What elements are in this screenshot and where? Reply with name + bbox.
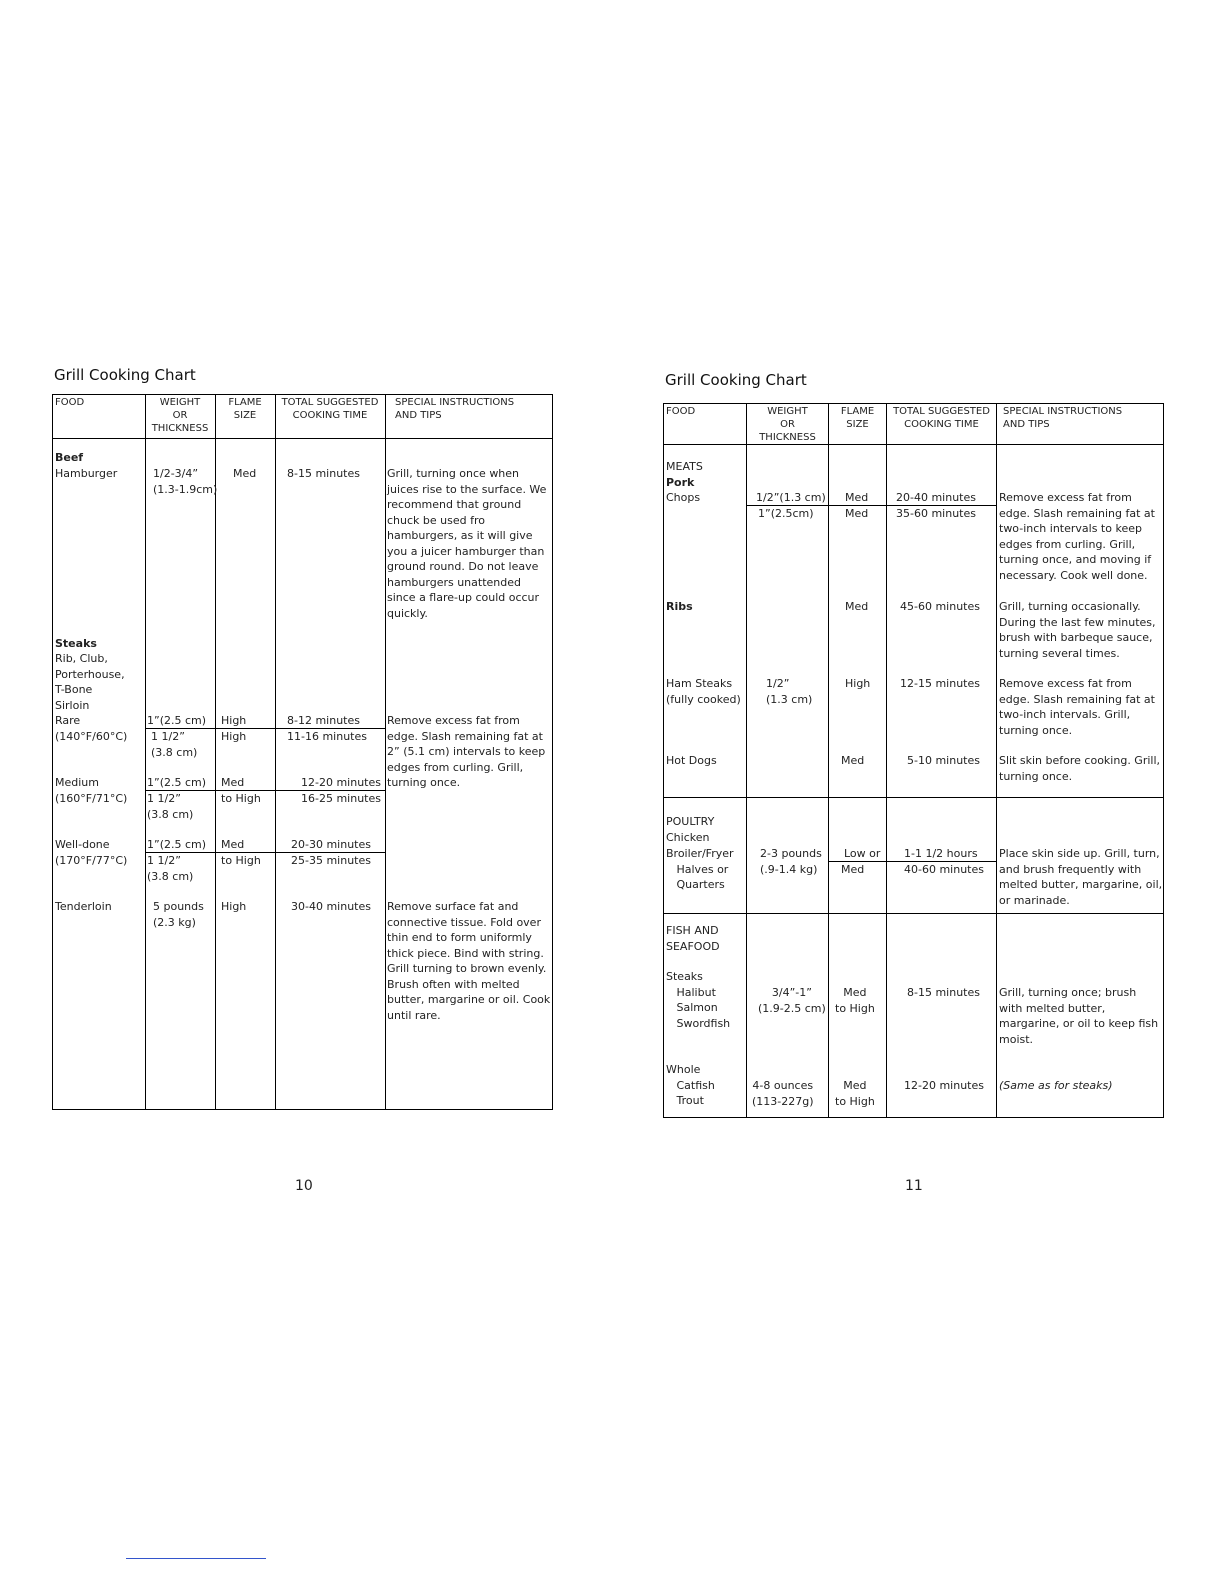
flame-rare-1: High — [221, 714, 247, 727]
food-whole-fish: Whole Catfish Trout — [666, 1063, 715, 1107]
tips-hamburger: Grill, turning once when juices rise to the surface. We recommend that ground chuck be used fro hamburgers, as it will give you a juicer hamburger than ground round. Do not leave hamburgers unattended since a flare-up could occur quickly. — [387, 467, 547, 620]
tips-broiler-fryer: Place skin side up. Grill, turn, and brush frequently with melted butter, margarine, oil, or marinade. — [999, 847, 1163, 907]
tips-ribs: Grill, turning occasionally. During the last few minutes, brush with barbeque sauce, turning several times. — [999, 600, 1156, 660]
time-medium-2: 16-25 minutes — [301, 792, 381, 805]
time-rare-2: 11-16 minutes — [287, 730, 367, 743]
scan-mark-line — [126, 1558, 266, 1559]
weight-medium-2: 1 1/2” (3.8 cm) — [147, 792, 194, 821]
section-heading-poultry: POULTRY — [666, 815, 715, 828]
tips-fish-steaks: Grill, turning once; brush with melted butter, margarine, or oil to keep fish moist. — [999, 986, 1159, 1046]
section-divider — [664, 797, 1163, 798]
header-divider — [664, 444, 1163, 445]
food-chops: Chops — [666, 491, 701, 504]
weight-rare-1: 1”(2.5 cm) — [147, 714, 207, 727]
time-broiler-fryer-2: 40-60 minutes — [904, 863, 984, 876]
food-hamburger: Hamburger — [55, 467, 118, 480]
header-weight: WEIGHT OR THICKNESS — [151, 397, 209, 434]
time-chops-1: 20-40 minutes — [896, 491, 976, 504]
column-divider — [215, 395, 216, 1109]
flame-broiler-fryer-1: Low or — [844, 847, 881, 860]
weight-hamburger: 1/2-3/4” (1.3-1.9cm) — [153, 467, 218, 496]
flame-rare-2: High — [221, 730, 247, 743]
time-ribs: 45-60 minutes — [900, 600, 980, 613]
weight-tenderloin: 5 pounds (2.3 kg) — [153, 900, 204, 929]
food-ribs: Ribs — [666, 600, 693, 613]
flame-fish-steaks: Med to High — [835, 986, 875, 1015]
food-tenderloin: Tenderloin — [55, 900, 112, 913]
flame-medium-2: to High — [221, 792, 261, 805]
doneness-medium: Medium (160°F/71°C) — [55, 776, 128, 805]
header-flame: FLAME SIZE — [840, 406, 875, 430]
flame-welldone-2: to High — [221, 854, 261, 867]
doneness-rare: Rare (140°F/60°C) — [55, 714, 128, 743]
page-number-left: 10 — [295, 1178, 313, 1194]
time-medium-1: 12-20 minutes — [301, 776, 381, 789]
column-divider — [385, 395, 386, 1109]
time-broiler-fryer-1: 1-1 1/2 hours — [904, 847, 978, 860]
flame-medium-1: Med — [221, 776, 245, 789]
subheading-chicken: Chicken — [666, 831, 710, 844]
section-heading-fish-seafood: FISH AND SEAFOOD — [666, 924, 720, 953]
subheading-steaks: Steaks — [55, 637, 97, 650]
flame-ribs: Med — [845, 600, 869, 613]
header-flame: FLAME SIZE — [228, 397, 262, 421]
doneness-well-done: Well-done (170°F/77°C) — [55, 838, 128, 867]
section-heading-meats: MEATS — [666, 460, 703, 473]
tips-tenderloin: Remove surface fat and connective tissue. Fold over thin end to form uniformly thick piece. Bind with string. Grill turning to brown evenly. Brush often with melted butter, margarine or oil. Cook until rare. — [387, 900, 551, 1022]
food-ham-steaks: Ham Steaks (fully cooked) — [666, 677, 741, 706]
time-welldone-1: 20-30 minutes — [291, 838, 371, 851]
weight-chops-1: 1/2”(1.3 cm) — [756, 491, 826, 504]
header-time: TOTAL SUGGESTED COOKING TIME — [281, 397, 379, 421]
header-divider — [53, 438, 552, 439]
header-tips: SPECIAL INSTRUCTIONS AND TIPS — [395, 397, 515, 421]
weight-rare-2: 1 1/2” (3.8 cm) — [151, 730, 198, 759]
header-food: FOOD — [666, 406, 696, 417]
weight-chops-2: 1”(2.5cm) — [758, 507, 814, 520]
section-heading-beef: Beef — [55, 451, 84, 464]
flame-welldone-1: Med — [221, 838, 245, 851]
tips-ham-steaks: Remove excess fat from edge. Slash remaining fat at two-inch intervals. Grill, turning once. — [999, 677, 1155, 737]
flame-hamburger: Med — [233, 467, 257, 480]
food-fish-steaks: Steaks Halibut Salmon Swordfish — [666, 970, 731, 1030]
food-hot-dogs: Hot Dogs — [666, 754, 717, 767]
subheading-pork: Pork — [666, 476, 695, 489]
food-broiler-fryer: Broiler/Fryer Halves or Quarters — [666, 847, 734, 891]
flame-chops-2: Med — [845, 507, 869, 520]
flame-broiler-fryer-2: Med — [841, 863, 865, 876]
flame-ham-steaks: High — [845, 677, 871, 690]
page-title-left: Grill Cooking Chart — [54, 366, 196, 384]
section-divider — [664, 913, 1163, 914]
header-time: TOTAL SUGGESTED COOKING TIME — [893, 406, 990, 430]
weight-fish-steaks: 3/4”-1” (1.9-2.5 cm) — [758, 986, 826, 1015]
column-divider — [996, 404, 997, 1117]
steak-cuts: Rib, Club, Porterhouse, T-Bone Sirloin — [55, 652, 125, 712]
column-divider — [886, 404, 887, 1117]
grill-chart-left — [52, 394, 553, 1110]
tips-hot-dogs: Slit skin before cooking. Grill, turning once. — [999, 754, 1161, 783]
tips-chops: Remove excess fat from edge. Slash remaining fat at two-inch intervals to keep edges from curling. Grill, turning once, and moving if necessary. Cook well done. — [999, 491, 1155, 582]
weight-whole-fish: 4-8 ounces (113-227g) — [752, 1079, 814, 1108]
weight-broiler-fryer: 2-3 pounds (.9-1.4 kg) — [760, 847, 822, 876]
weight-medium-1: 1”(2.5 cm) — [147, 776, 207, 789]
column-divider — [145, 395, 146, 1109]
column-divider — [746, 404, 747, 1117]
tips-whole-fish: (Same as for steaks) — [999, 1079, 1113, 1092]
flame-whole-fish: Med to High — [835, 1079, 875, 1108]
header-weight: WEIGHT OR THICKNESS — [759, 406, 816, 443]
time-rare-1: 8-12 minutes — [287, 714, 360, 727]
time-tenderloin: 30-40 minutes — [291, 900, 371, 913]
flame-hot-dogs: Med — [841, 754, 865, 767]
column-divider — [275, 395, 276, 1109]
time-whole-fish: 12-20 minutes — [904, 1079, 984, 1092]
header-tips: SPECIAL INSTRUCTIONS AND TIPS — [1003, 406, 1123, 430]
weight-welldone-1: 1”(2.5 cm) — [147, 838, 207, 851]
column-divider — [828, 404, 829, 1117]
weight-welldone-2: 1 1/2” (3.8 cm) — [147, 854, 194, 883]
time-chops-2: 35-60 minutes — [896, 507, 976, 520]
page-number-right: 11 — [905, 1178, 923, 1194]
tips-steaks: Remove excess fat from edge. Slash remaining fat at 2” (5.1 cm) intervals to keep edges from curling. Grill, turning once. — [387, 714, 546, 789]
time-fish-steaks: 8-15 minutes — [907, 986, 980, 999]
flame-tenderloin: High — [221, 900, 247, 913]
flame-chops-1: Med — [845, 491, 869, 504]
time-welldone-2: 25-35 minutes — [291, 854, 371, 867]
time-hot-dogs: 5-10 minutes — [907, 754, 980, 767]
time-ham-steaks: 12-15 minutes — [900, 677, 980, 690]
page-title-right: Grill Cooking Chart — [665, 371, 807, 389]
time-hamburger: 8-15 minutes — [287, 467, 360, 480]
header-food: FOOD — [55, 397, 85, 408]
grill-chart-right — [663, 403, 1164, 1118]
weight-ham-steaks: 1/2” (1.3 cm) — [766, 677, 813, 706]
